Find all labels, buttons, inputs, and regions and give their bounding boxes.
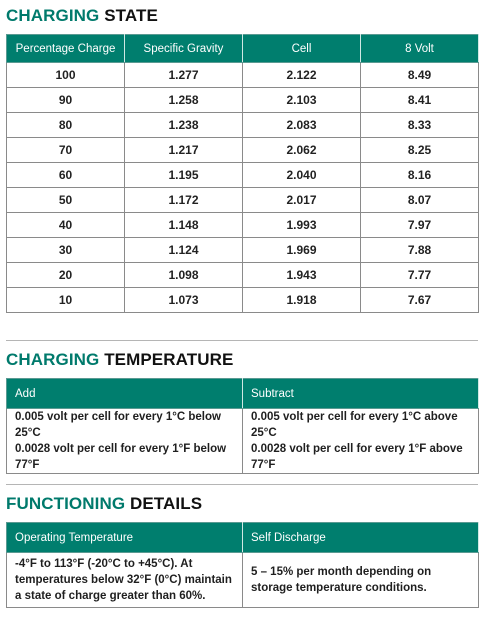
cell-voltage-cell: 2.122	[243, 63, 361, 88]
column-header-add: Add	[7, 379, 243, 409]
self-discharge-cell: 5 – 15% per month depending on storage temperature conditions.	[243, 553, 479, 608]
cell-voltage-cell: 2.062	[243, 138, 361, 163]
specific-gravity-cell: 1.073	[125, 288, 243, 313]
table-row	[7, 63, 479, 88]
specific-gravity-cell: 1.217	[125, 138, 243, 163]
cell-voltage-cell: 1.943	[243, 263, 361, 288]
percentage-charge-cell: 40	[7, 213, 125, 238]
percentage-charge-cell: 100	[7, 63, 125, 88]
title-rest: STATE	[104, 6, 158, 25]
column-header: Specific Gravity	[125, 35, 243, 63]
subtract-line: 0.005 volt per cell for every 1°C above 25°C	[251, 411, 458, 439]
table-row	[7, 138, 479, 163]
table-row	[7, 409, 479, 474]
table-row	[7, 238, 479, 263]
table-row	[7, 188, 479, 213]
eight-volt-cell: 7.77	[361, 263, 479, 288]
cell-voltage-cell: 2.103	[243, 88, 361, 113]
eight-volt-cell: 7.97	[361, 213, 479, 238]
specific-gravity-cell: 1.098	[125, 263, 243, 288]
table-header-row	[7, 379, 479, 409]
title-rest: DETAILS	[129, 494, 203, 513]
percentage-charge-cell: 10	[7, 288, 125, 313]
functioning-details-table	[6, 522, 479, 608]
percentage-charge-cell: 60	[7, 163, 125, 188]
functioning-details-title	[6, 494, 202, 514]
eight-volt-cell: 7.67	[361, 288, 479, 313]
charging-state-title	[6, 6, 158, 26]
divider	[6, 484, 478, 485]
eight-volt-cell: 7.88	[361, 238, 479, 263]
cell-voltage-cell: 2.040	[243, 163, 361, 188]
percentage-charge-cell: 90	[7, 88, 125, 113]
subtract-line: 0.0028 volt per cell for every 1°F above 77°F	[251, 443, 463, 471]
table-row	[7, 113, 479, 138]
specific-gravity-cell: 1.148	[125, 213, 243, 238]
add-cell	[7, 409, 243, 474]
specific-gravity-cell: 1.124	[125, 238, 243, 263]
eight-volt-cell: 8.41	[361, 88, 479, 113]
charging-state-body	[7, 63, 479, 313]
specific-gravity-cell: 1.238	[125, 113, 243, 138]
specific-gravity-cell: 1.277	[125, 63, 243, 88]
table-row	[7, 288, 479, 313]
specific-gravity-cell: 1.195	[125, 163, 243, 188]
percentage-charge-cell: 80	[7, 113, 125, 138]
percentage-charge-cell: 20	[7, 263, 125, 288]
table-row	[7, 88, 479, 113]
cell-voltage-cell: 1.993	[243, 213, 361, 238]
charging-temperature-title	[6, 350, 233, 370]
charging-state-table	[6, 34, 479, 313]
column-header-self-discharge: Self Discharge	[243, 523, 479, 553]
column-header: Percentage Charge	[7, 35, 125, 63]
table-row	[7, 213, 479, 238]
column-header: Cell	[243, 35, 361, 63]
percentage-charge-cell: 30	[7, 238, 125, 263]
specific-gravity-cell: 1.172	[125, 188, 243, 213]
cell-voltage-cell: 1.918	[243, 288, 361, 313]
operating-temperature-cell: -4°F to 113°F (-20°C to +45°C). At temperatures below 32°F (0°C) maintain a state of charge greater than 60%.	[7, 553, 243, 608]
divider	[6, 340, 478, 341]
specific-gravity-cell: 1.258	[125, 88, 243, 113]
table-row	[7, 263, 479, 288]
subtract-cell	[243, 409, 479, 474]
cell-voltage-cell: 2.017	[243, 188, 361, 213]
table-row	[7, 553, 479, 608]
cell-voltage-cell: 2.083	[243, 113, 361, 138]
column-header-subtract: Subtract	[243, 379, 479, 409]
eight-volt-cell: 8.49	[361, 63, 479, 88]
table-row	[7, 163, 479, 188]
eight-volt-cell: 8.25	[361, 138, 479, 163]
title-accent: FUNCTIONING	[6, 494, 126, 513]
table-header-row	[7, 523, 479, 553]
eight-volt-cell: 8.33	[361, 113, 479, 138]
add-line: 0.005 volt per cell for every 1°C below 25°C	[15, 411, 221, 439]
cell-voltage-cell: 1.969	[243, 238, 361, 263]
percentage-charge-cell: 50	[7, 188, 125, 213]
percentage-charge-cell: 70	[7, 138, 125, 163]
eight-volt-cell: 8.07	[361, 188, 479, 213]
title-accent: CHARGING	[6, 6, 100, 25]
title-accent: CHARGING	[6, 350, 100, 369]
column-header-operating-temperature: Operating Temperature	[7, 523, 243, 553]
title-rest: TEMPERATURE	[104, 350, 234, 369]
eight-volt-cell: 8.16	[361, 163, 479, 188]
column-header: 8 Volt	[361, 35, 479, 63]
table-header-row	[7, 35, 479, 63]
add-line: 0.0028 volt per cell for every 1°F below 77°F	[15, 443, 227, 471]
charging-temperature-table	[6, 378, 479, 474]
